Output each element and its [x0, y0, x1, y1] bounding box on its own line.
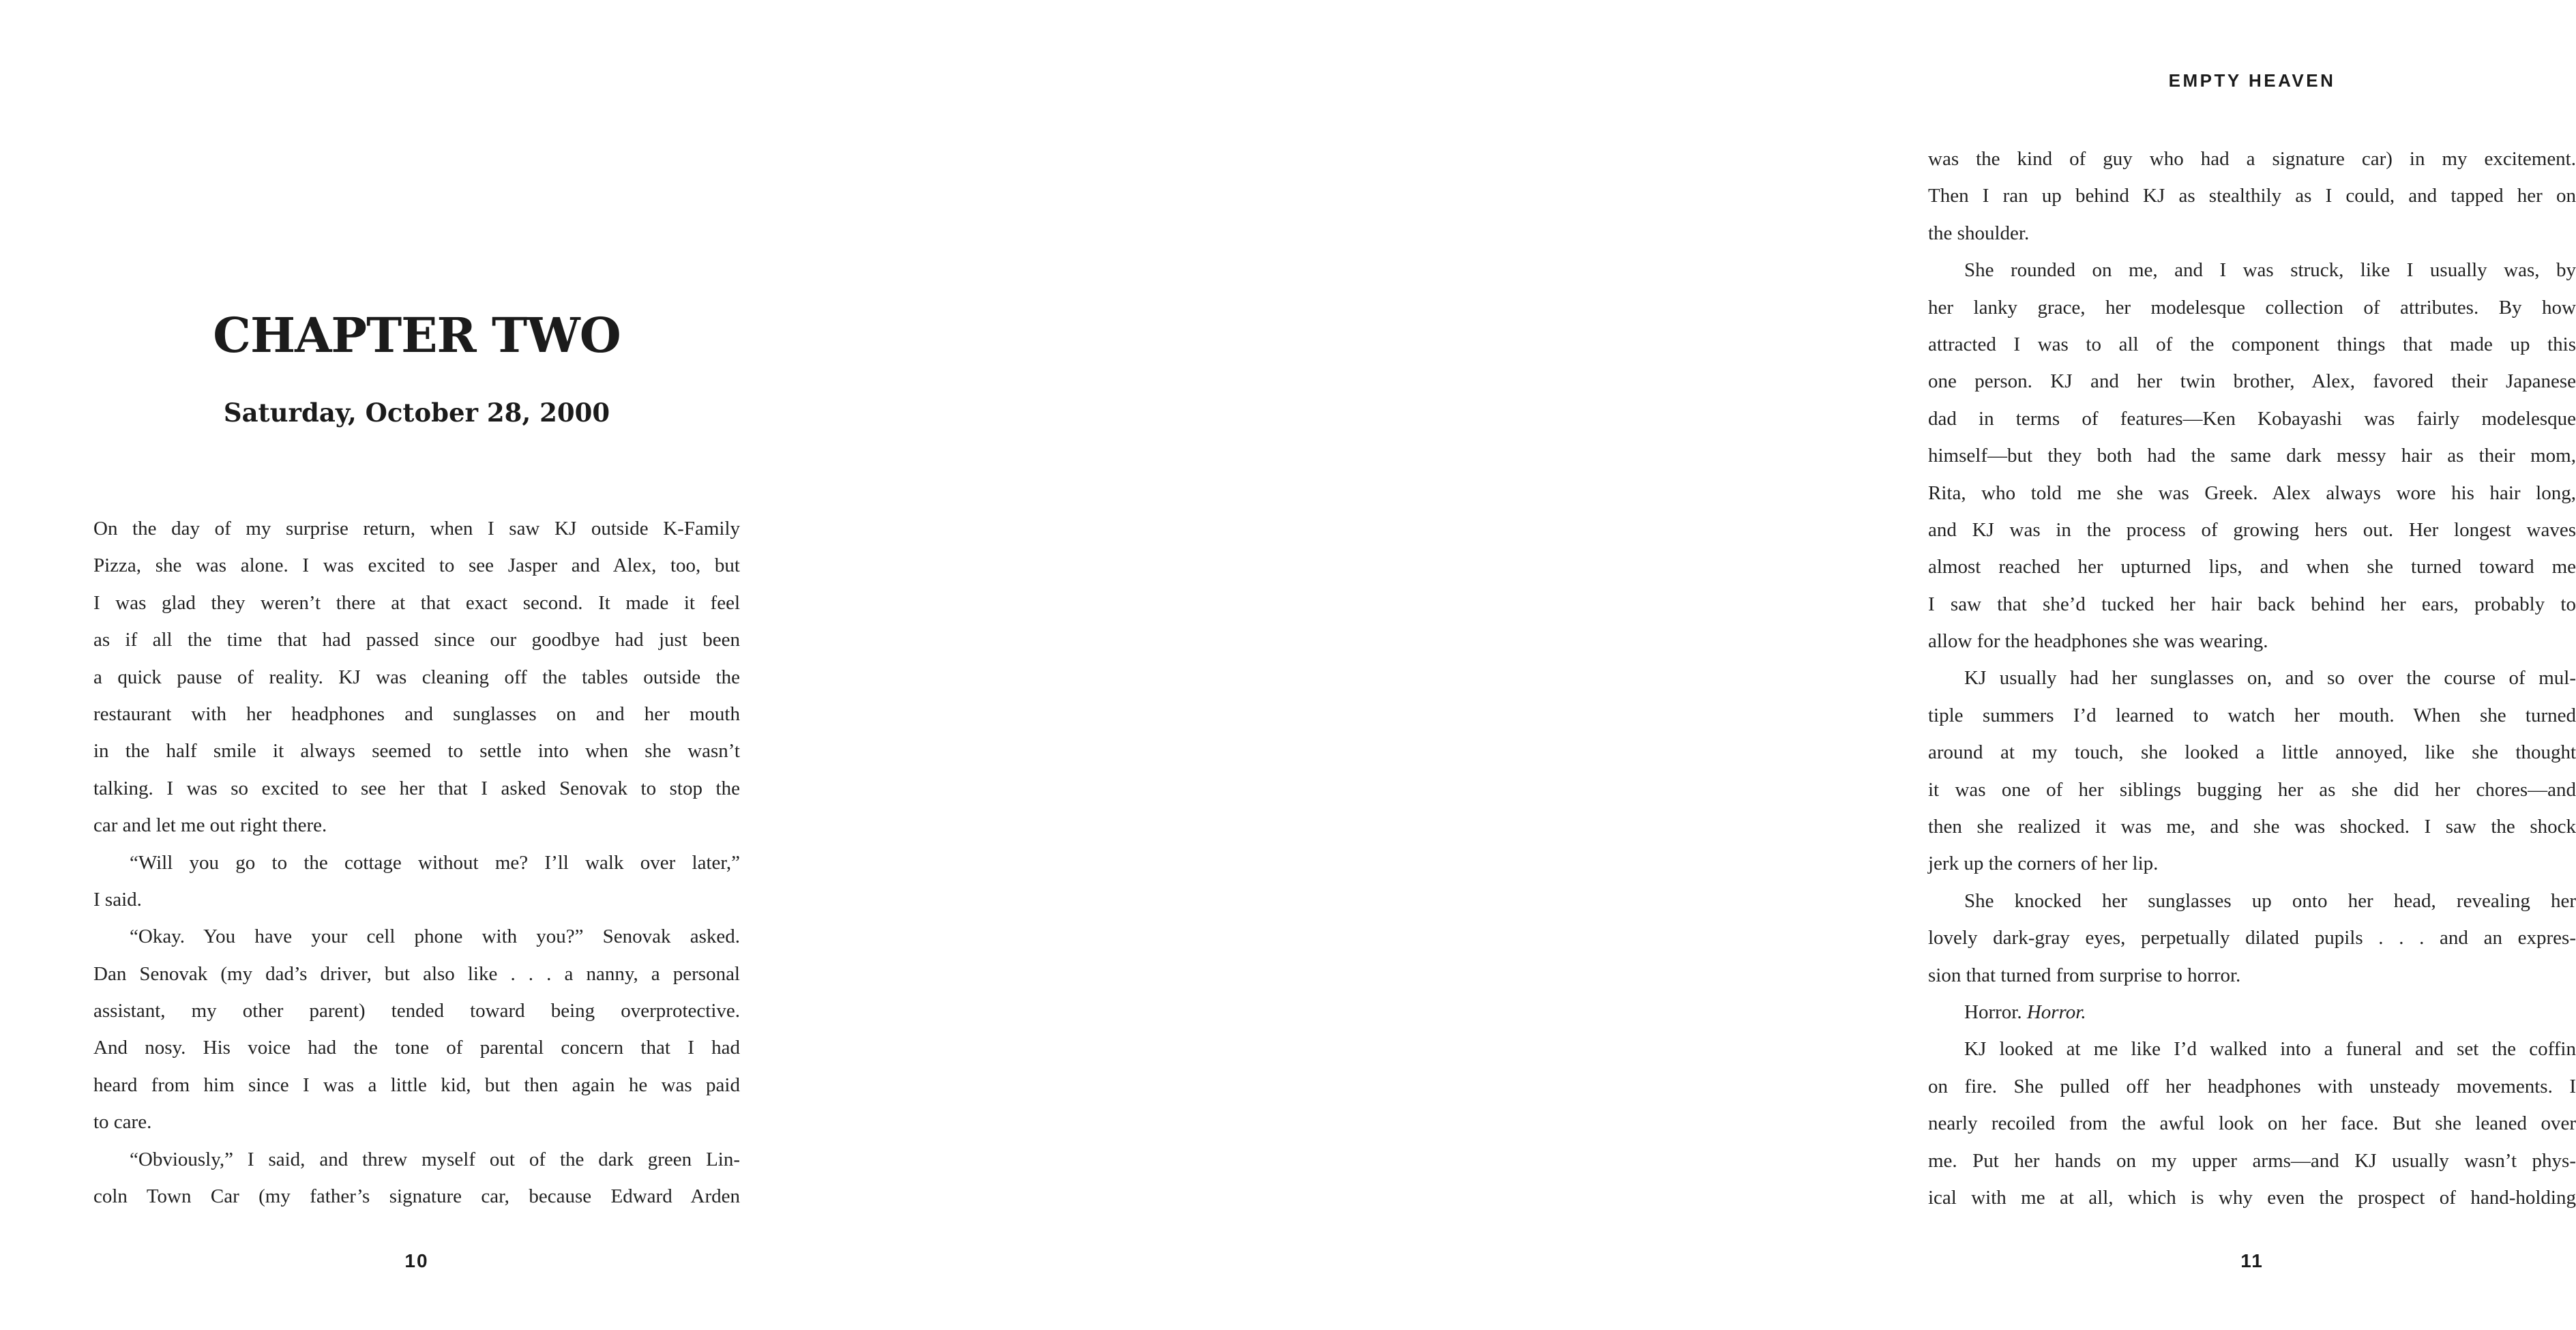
text-line: jerk up the corners of her lip.: [1928, 853, 2159, 875]
text-line: [1928, 994, 2576, 1031]
text-line: to care.: [93, 1111, 152, 1134]
text-line: I was glad they weren’t there at that exact second. It made it feel: [93, 591, 740, 614]
text-line: allow for the headphones she was wearing.: [1928, 630, 2268, 653]
text-line: And nosy. His voice had the tone of parental concern that I had: [93, 1037, 740, 1059]
text-line: and KJ was in the process of growing hers out. Her longest waves: [1928, 518, 2576, 541]
left-page: [0, 0, 887, 1330]
text-line: tiple summers I’d learned to watch her mouth. When she turned: [1928, 704, 2576, 726]
text-line: KJ looked at me like I’d walked into a funeral and set the coffin: [1964, 1038, 2576, 1061]
text-line: heard from him since I was a little kid, but then again he was paid: [93, 1074, 740, 1096]
text-line: Then I ran up behind KJ as stealthily as I could, and tapped her on: [1928, 185, 2576, 207]
text-line: one person. KJ and her twin brother, Alex, favored their Japanese: [1928, 370, 2576, 393]
text-line: in the half smile it always seemed to settle into when she wasn’t: [93, 740, 740, 763]
running-header: EMPTY HEAVEN: [2168, 70, 2336, 91]
body-text: Horror.: [1964, 1001, 2027, 1023]
text-line: attracted I was to all of the component things that made up this: [1928, 333, 2576, 355]
text-line: around at my touch, she looked a little annoyed, like she thought: [1928, 741, 2576, 764]
text-line: her lanky grace, her modelesque collection of attributes. By how: [1928, 296, 2576, 319]
text-line: nearly recoiled from the awful look on her face. But she leaned over: [1928, 1112, 2576, 1135]
text-line: almost reached her upturned lips, and when she turned toward me: [1928, 556, 2576, 578]
text-line: as if all the time that had passed since our goodbye had just been: [93, 629, 740, 651]
text-line: assistant, my other parent) tended toward being overprotective.: [93, 1000, 740, 1022]
chapter-title: CHAPTER TWO: [213, 307, 621, 364]
text-line: the shoulder.: [1928, 222, 2030, 244]
text-line: Pizza, she was alone. I was excited to see Jasper and Alex, too, but: [93, 555, 740, 577]
text-line: She knocked her sunglasses up onto her head, revealing her: [1964, 889, 2576, 912]
page-number-left: 10: [404, 1250, 429, 1271]
text-line: coln Town Car (my father’s signature car, because Edward Arden: [93, 1185, 740, 1208]
text-line: On the day of my surprise return, when I saw KJ outside K-Family: [93, 518, 740, 540]
text-line: dad in terms of features—Ken Kobayashi was fairly modelesque: [1928, 407, 2576, 430]
page-number-right: 11: [2240, 1250, 2264, 1271]
text-line: She rounded on me, and I was struck, like I usually was, by: [1964, 259, 2576, 282]
text-line: car and let me out right there.: [93, 814, 327, 837]
text-line: me. Put her hands on my upper arms—and KJ usually wasn’t phys-: [1928, 1149, 2576, 1172]
text-line: was the kind of guy who had a signature car) in my excitement.: [1928, 148, 2576, 170]
italic-text: Horror.: [2026, 1001, 2086, 1023]
text-line: ical with me at all, which is why even the prospect of hand-holding: [1928, 1186, 2576, 1209]
chapter-date: Saturday, October 28, 2000: [223, 398, 610, 428]
text-line: Dan Senovak (my dad’s driver, but also like . . . a nanny, a personal: [93, 962, 740, 985]
text-line: talking. I was so excited to see her that I asked Senovak to stop the: [93, 777, 740, 799]
right-page-body: [1928, 141, 2576, 1216]
text-line: a quick pause of reality. KJ was cleaning off the tables outside the: [93, 666, 740, 688]
text-line: I said.: [93, 888, 142, 911]
text-line: then she realized it was me, and she was shocked. I saw the shock: [1928, 816, 2576, 838]
text-line: on fire. She pulled off her headphones with unsteady movements. I: [1928, 1075, 2576, 1097]
right-page: [887, 0, 2576, 1330]
text-line: himself—but they both had the same dark messy hair as their mom,: [1928, 445, 2576, 467]
text-line: it was one of her siblings bugging her as she did her chores—and: [1928, 778, 2576, 801]
text-line: lovely dark-gray eyes, perpetually dilated pupils . . . and an expres-: [1928, 927, 2576, 949]
text-line: sion that turned from surprise to horror.: [1928, 964, 2241, 986]
text-line: “Obviously,” I said, and threw myself out of the dark green Lin-: [130, 1148, 740, 1170]
text-line: “Will you go to the cottage without me? I’ll walk over later,”: [130, 851, 740, 874]
text-line: restaurant with her headphones and sunglasses on and her mouth: [93, 703, 740, 725]
left-page-body: [93, 510, 740, 1215]
text-line: Rita, who told me she was Greek. Alex always wore his hair long,: [1928, 482, 2576, 504]
text-line: I saw that she’d tucked her hair back behind her ears, probably to: [1928, 593, 2576, 615]
text-line: “Okay. You have your cell phone with you?” Senovak asked.: [130, 926, 740, 948]
text-line: KJ usually had her sunglasses on, and so over the course of mul-: [1964, 667, 2576, 690]
